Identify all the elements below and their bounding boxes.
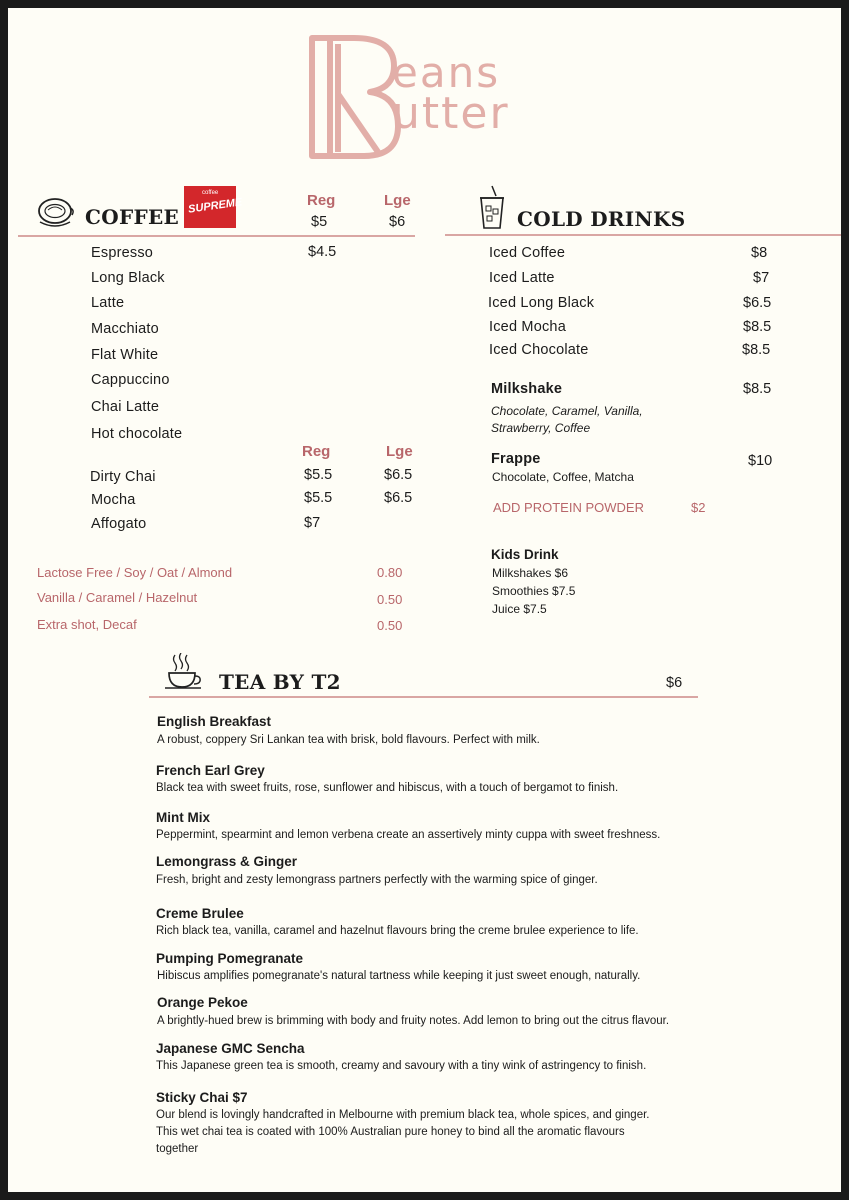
cold-item-price: $8: [751, 245, 768, 261]
cold-item: Iced Coffee: [489, 245, 566, 261]
coffee-item: Flat White: [91, 347, 159, 363]
addon-label: Lactose Free / Soy / Oat / Almond: [37, 565, 233, 580]
protein-price: $2: [691, 500, 706, 515]
coffee-lge-label-2: Lge: [386, 443, 413, 460]
kids-drink-title: Kids Drink: [491, 547, 559, 562]
tea-item-name: Sticky Chai $7: [156, 1090, 248, 1105]
menu-page: [8, 8, 841, 1192]
coffee-item-2-reg: $5.5: [304, 467, 333, 483]
coffee-reg-label: Reg: [307, 192, 336, 209]
teacup-icon: [163, 653, 205, 694]
coffee-reg-label-2: Reg: [302, 443, 331, 460]
coffee-section-title: COFFEE: [85, 205, 180, 229]
brand-logo: [308, 34, 548, 164]
tea-item-name: Mint Mix: [156, 810, 210, 825]
supreme-logo-small: coffee: [202, 190, 219, 196]
coffee-item-2-lge: $6.5: [384, 467, 413, 483]
coffee-cup-icon: [36, 196, 76, 235]
tea-item-desc: Black tea with sweet fruits, rose, sunflower and hibiscus, with a touch of bergamot to finish.: [156, 782, 619, 794]
kids-drink-line: Milkshakes $6: [492, 566, 569, 580]
coffee-item-2-reg: $7: [304, 515, 321, 531]
kids-drink-line: Juice $7.5: [492, 602, 547, 616]
addon-label: Vanilla / Caramel / Hazelnut: [37, 590, 198, 605]
tea-item-desc: A brightly-hued brew is brimming with body and fruity notes. Add lemon to bring out the citrus flavour.: [157, 1015, 670, 1027]
coffee-item-2: Mocha: [91, 492, 136, 508]
cold-item-price: $6.5: [743, 295, 772, 311]
supreme-logo-text: SUPREME: [187, 196, 243, 216]
brand-line2: utter: [392, 88, 510, 139]
tea-item-desc: Our blend is lovingly handcrafted in Melbourne with premium black tea, whole spices, and ginger.: [156, 1109, 650, 1121]
addon-label: Extra shot, Decaf: [37, 617, 137, 632]
coffee-divider: [18, 235, 415, 237]
coffee-lge-price: $6: [389, 214, 406, 230]
tea-item-desc: Rich black tea, vanilla, caramel and hazelnut flavours bring the creme brulee experience to life.: [156, 925, 639, 937]
coffee-item: Cappuccino: [91, 372, 170, 388]
coffee-item-2: Dirty Chai: [90, 469, 156, 485]
cold-item-price: $8.5: [743, 319, 772, 335]
frappe-name: Frappe: [491, 451, 541, 467]
coffee-item-2-reg: $5.5: [304, 490, 333, 506]
brand-line1: eans: [392, 48, 501, 97]
tea-item-desc: together: [156, 1143, 199, 1155]
addon-price: 0.50: [377, 618, 403, 633]
iced-drink-icon: [476, 184, 508, 235]
coffee-item: Long Black: [91, 270, 165, 286]
tea-item-desc: Hibiscus amplifies pomegranate's natural tartness while keeping it just sweet enough, naturally.: [157, 970, 641, 982]
milkshake-flavours-line2: Strawberry, Coffee: [491, 421, 591, 435]
frappe-price: $10: [748, 453, 773, 469]
frappe-flavours: Chocolate, Coffee, Matcha: [492, 470, 634, 484]
coffee-item-2: Affogato: [91, 516, 147, 532]
tea-item-name: Japanese GMC Sencha: [156, 1041, 305, 1056]
cold-item-price: $7: [753, 270, 770, 286]
coffee-item: Latte: [91, 295, 125, 311]
addon-price: 0.50: [377, 592, 403, 607]
tea-item-desc: Fresh, bright and zesty lemongrass partners perfectly with the warming spice of ginger.: [156, 874, 598, 886]
tea-item-name: Creme Brulee: [156, 906, 244, 921]
supreme-logo: [184, 186, 243, 228]
addon-price: 0.80: [377, 565, 403, 580]
tea-item-name: Orange Pekoe: [157, 995, 248, 1010]
tea-item-name: English Breakfast: [157, 714, 272, 729]
coffee-item: Hot chocolate: [91, 426, 183, 442]
coffee-item-2-lge: $6.5: [384, 490, 413, 506]
kids-drink-line: Smoothies $7.5: [492, 584, 576, 598]
milkshake-flavours-line1: Chocolate, Caramel, Vanilla,: [491, 404, 643, 418]
tea-item-name: French Earl Grey: [156, 763, 265, 778]
cold-drinks-section-title: COLD DRINKS: [517, 207, 686, 231]
tea-item-desc: A robust, coppery Sri Lankan tea with brisk, bold flavours. Perfect with milk.: [157, 734, 540, 746]
milkshake-price: $8.5: [743, 381, 772, 397]
milkshake-name: Milkshake: [491, 381, 563, 397]
cold-item: Iced Latte: [489, 270, 555, 286]
cold-item: Iced Chocolate: [489, 342, 589, 358]
tea-divider: [149, 696, 698, 698]
protein-label: ADD PROTEIN POWDER: [493, 500, 644, 515]
cold-item: Iced Mocha: [489, 319, 566, 335]
coffee-lge-label: Lge: [384, 192, 411, 209]
tea-item-name: Pumping Pomegranate: [156, 951, 304, 966]
tea-item-desc: This Japanese green tea is smooth, creamy and savoury with a tiny wink of astringency to finish.: [156, 1060, 647, 1072]
tea-section-title: TEA BY T2: [219, 670, 341, 694]
tea-price: $6: [666, 675, 683, 691]
coffee-item: Macchiato: [91, 321, 159, 337]
cold-drinks-divider: [445, 234, 841, 236]
tea-item-desc: Peppermint, spearmint and lemon verbena create an assertively minty cuppa with sweet freshness.: [156, 829, 661, 841]
tea-item-name: Lemongrass & Ginger: [156, 854, 298, 869]
cold-item: Iced Long Black: [488, 295, 595, 311]
cold-item-price: $8.5: [742, 342, 771, 358]
coffee-item: Espresso: [91, 245, 154, 261]
coffee-item: Chai Latte: [91, 399, 160, 415]
coffee-reg-price: $5: [311, 214, 328, 230]
tea-item-desc: This wet chai tea is coated with 100% Australian pure honey to bind all the aromatic flavours: [156, 1126, 625, 1138]
espresso-price: $4.5: [308, 244, 337, 260]
